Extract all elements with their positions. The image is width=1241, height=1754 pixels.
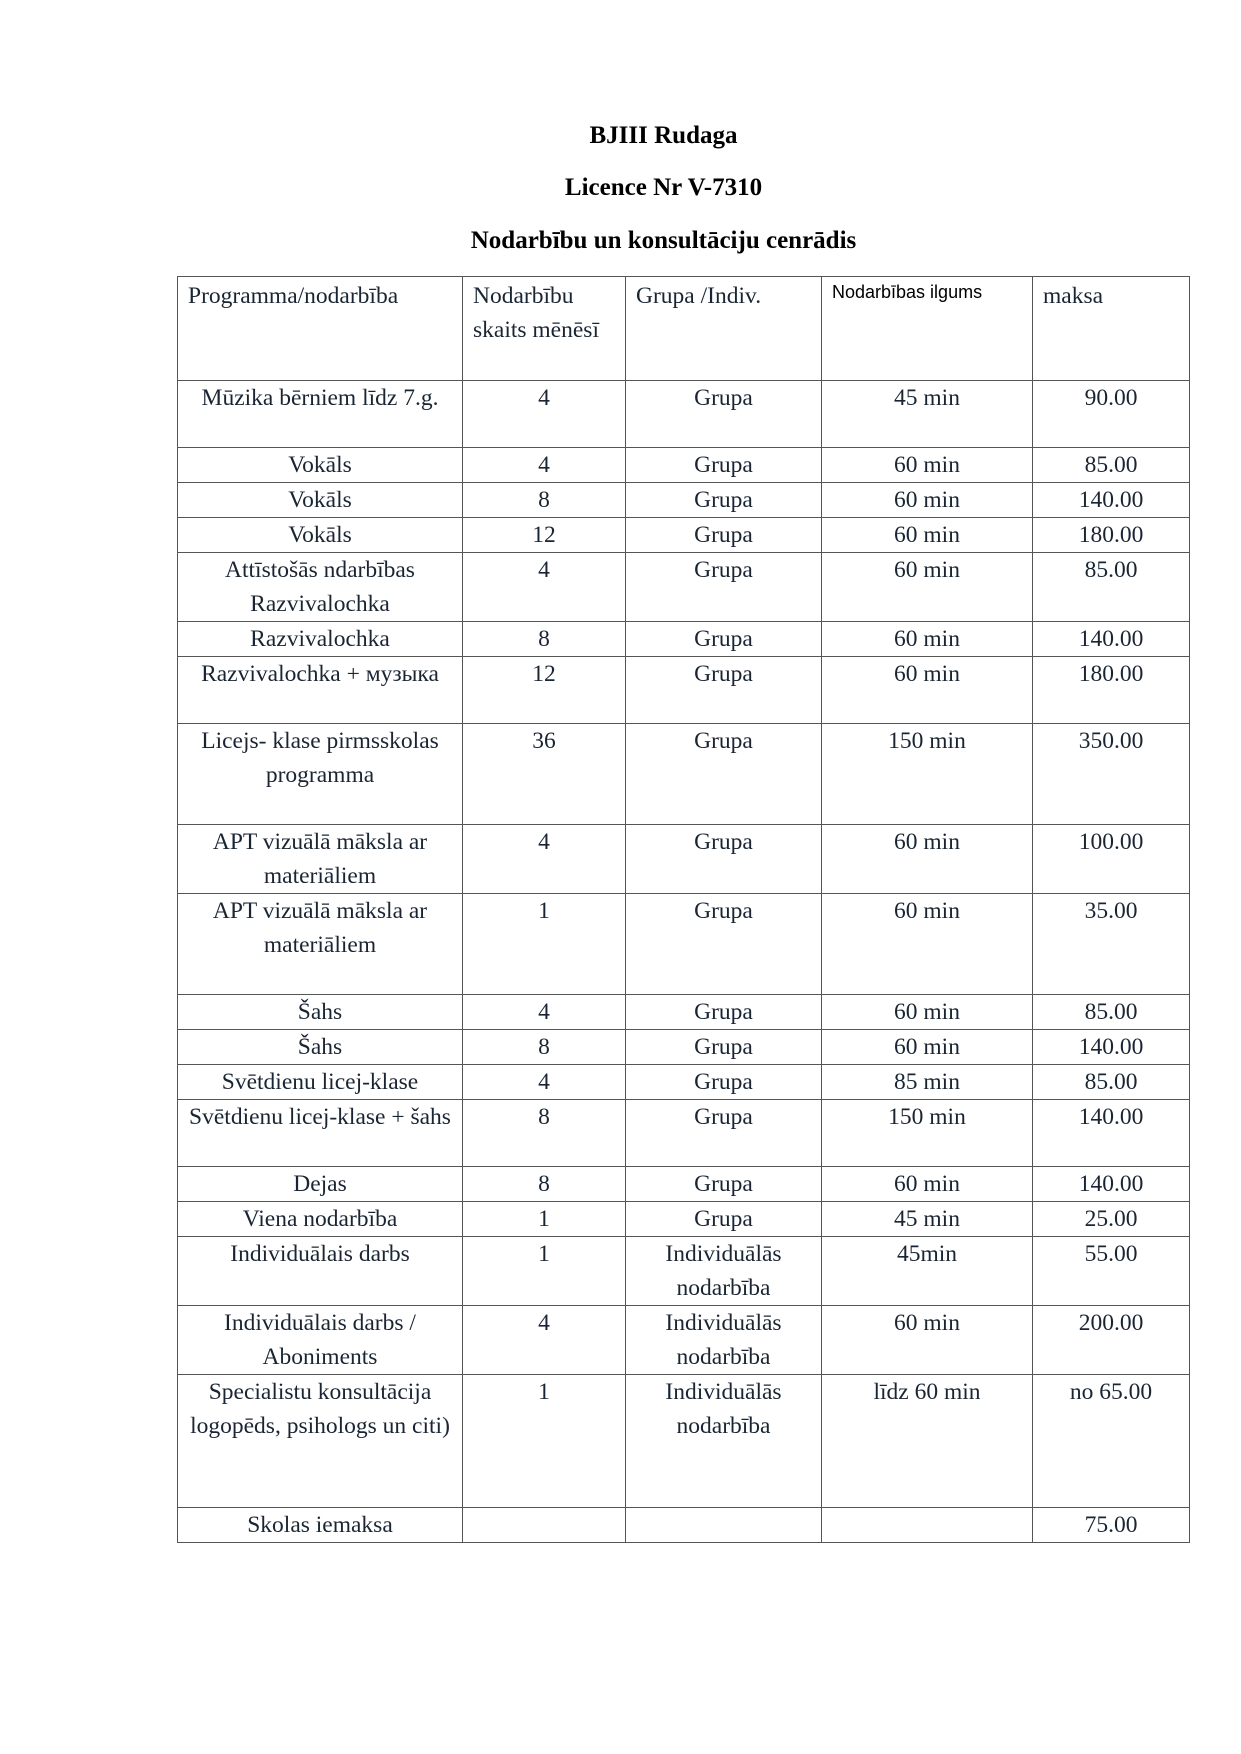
table-row: [178, 1030, 1190, 1065]
cell-duration: 60 min: [822, 448, 1033, 483]
table-row: [178, 553, 1190, 622]
cell-type: Grupa: [626, 1030, 822, 1065]
table-header-row: [178, 277, 1190, 381]
cell-price: 100.00: [1033, 825, 1190, 894]
cell-count: [463, 1508, 626, 1543]
cell-duration: 60 min: [822, 995, 1033, 1030]
cell-duration: 60 min: [822, 518, 1033, 553]
cell-type: Grupa: [626, 1202, 822, 1237]
cell-duration: 60 min: [822, 553, 1033, 622]
cell-program: APT vizuālā māksla ar materiāliem: [178, 894, 463, 995]
cell-count: 8: [463, 483, 626, 518]
cell-count: 4: [463, 448, 626, 483]
cell-duration: 45min: [822, 1237, 1033, 1306]
column-header-price: maksa: [1033, 277, 1190, 381]
cell-count: 4: [463, 553, 626, 622]
cell-program: APT vizuālā māksla ar materiāliem: [178, 825, 463, 894]
cell-program: Dejas: [178, 1167, 463, 1202]
table-row: [178, 518, 1190, 553]
cell-price: 25.00: [1033, 1202, 1190, 1237]
cell-count: 4: [463, 1306, 626, 1375]
cell-duration: 60 min: [822, 1306, 1033, 1375]
table-row: [178, 1306, 1190, 1375]
cell-price: 85.00: [1033, 995, 1190, 1030]
cell-price: 180.00: [1033, 518, 1190, 553]
cell-price: 90.00: [1033, 381, 1190, 448]
cell-type: Grupa: [626, 724, 822, 825]
cell-duration: 60 min: [822, 1167, 1033, 1202]
cell-price: 350.00: [1033, 724, 1190, 825]
cell-count: 8: [463, 622, 626, 657]
cell-program: Svētdienu licej-klase: [178, 1065, 463, 1100]
cell-duration: 60 min: [822, 483, 1033, 518]
cell-count: 12: [463, 657, 626, 724]
cell-count: 4: [463, 995, 626, 1030]
cell-price: 200.00: [1033, 1306, 1190, 1375]
table-row: [178, 995, 1190, 1030]
cell-price: 140.00: [1033, 1167, 1190, 1202]
cell-type: [626, 1508, 822, 1543]
cell-count: 8: [463, 1030, 626, 1065]
cell-duration: 60 min: [822, 1030, 1033, 1065]
cell-type: Grupa: [626, 483, 822, 518]
license-number: Licence Nr V-7310: [564, 174, 763, 201]
cell-program: Šahs: [178, 1030, 463, 1065]
cell-type: Grupa: [626, 381, 822, 448]
cell-program: Svētdienu licej-klase + šahs: [178, 1100, 463, 1167]
cell-program: Razvivalochka + музыка: [178, 657, 463, 724]
cell-price: 140.00: [1033, 483, 1190, 518]
column-header-count: Nodarbību skaits mēnēsī: [463, 277, 626, 381]
cell-program: Attīstošās ndarbības Razvivalochka: [178, 553, 463, 622]
table-row: [178, 894, 1190, 995]
cell-type: Grupa: [626, 622, 822, 657]
price-table: [177, 276, 1190, 1543]
cell-duration: 150 min: [822, 1100, 1033, 1167]
cell-count: 8: [463, 1100, 626, 1167]
table-row: [178, 1375, 1190, 1508]
cell-price: 85.00: [1033, 1065, 1190, 1100]
cell-type: Grupa: [626, 894, 822, 995]
cell-type: Grupa: [626, 657, 822, 724]
page-title: Nodarbību un konsultāciju cenrādis: [470, 227, 857, 254]
table-row: [178, 381, 1190, 448]
cell-count: 1: [463, 1237, 626, 1306]
cell-program: Vokāls: [178, 483, 463, 518]
cell-duration: 60 min: [822, 657, 1033, 724]
cell-type: Grupa: [626, 1167, 822, 1202]
cell-duration: 60 min: [822, 622, 1033, 657]
cell-type: Grupa: [626, 448, 822, 483]
cell-count: 1: [463, 894, 626, 995]
cell-program: Razvivalochka: [178, 622, 463, 657]
table-row: [178, 1167, 1190, 1202]
cell-type: Grupa: [626, 995, 822, 1030]
cell-type: Individuālās nodarbība: [626, 1237, 822, 1306]
cell-count: 1: [463, 1375, 626, 1508]
cell-type: Grupa: [626, 518, 822, 553]
cell-price: 180.00: [1033, 657, 1190, 724]
table-row: [178, 1237, 1190, 1306]
cell-program: Viena nodarbība: [178, 1202, 463, 1237]
cell-price: 85.00: [1033, 553, 1190, 622]
cell-duration: līdz 60 min: [822, 1375, 1033, 1508]
table-row: [178, 1065, 1190, 1100]
table-row: [178, 448, 1190, 483]
cell-price: 75.00: [1033, 1508, 1190, 1543]
cell-program: Individuālais darbs / Aboniments: [178, 1306, 463, 1375]
cell-program: Vokāls: [178, 448, 463, 483]
cell-program: Vokāls: [178, 518, 463, 553]
cell-count: 36: [463, 724, 626, 825]
column-header-duration: Nodarbības ilgums: [822, 277, 1033, 381]
table-row: [178, 622, 1190, 657]
cell-program: Licejs- klase pirmsskolas programma: [178, 724, 463, 825]
cell-price: 85.00: [1033, 448, 1190, 483]
cell-count: 1: [463, 1202, 626, 1237]
cell-duration: 85 min: [822, 1065, 1033, 1100]
cell-duration: 60 min: [822, 894, 1033, 995]
table-row: [178, 483, 1190, 518]
cell-program: Specialistu konsultācija logopēds, psihologs un citi): [178, 1375, 463, 1508]
table-row: [178, 825, 1190, 894]
cell-program: Šahs: [178, 995, 463, 1030]
table-row: [178, 657, 1190, 724]
table-row: [178, 1100, 1190, 1167]
cell-count: 4: [463, 381, 626, 448]
cell-duration: 60 min: [822, 825, 1033, 894]
cell-program: Mūzika bērniem līdz 7.g.: [178, 381, 463, 448]
cell-duration: 45 min: [822, 1202, 1033, 1237]
cell-price: no 65.00: [1033, 1375, 1190, 1508]
cell-count: 4: [463, 1065, 626, 1100]
column-header-type: Grupa /Indiv.: [626, 277, 822, 381]
organization-name: BJIII Rudaga: [589, 122, 738, 149]
cell-program: Individuālais darbs: [178, 1237, 463, 1306]
table-row: [178, 1508, 1190, 1543]
cell-type: Grupa: [626, 1065, 822, 1100]
cell-price: 35.00: [1033, 894, 1190, 995]
column-header-program: Programma/nodarbība: [178, 277, 463, 381]
cell-count: 12: [463, 518, 626, 553]
cell-price: 55.00: [1033, 1237, 1190, 1306]
cell-price: 140.00: [1033, 622, 1190, 657]
cell-duration: [822, 1508, 1033, 1543]
cell-type: Individuālās nodarbība: [626, 1375, 822, 1508]
table-row: [178, 724, 1190, 825]
cell-duration: 150 min: [822, 724, 1033, 825]
cell-type: Grupa: [626, 825, 822, 894]
table-row: [178, 1202, 1190, 1237]
cell-duration: 45 min: [822, 381, 1033, 448]
cell-count: 8: [463, 1167, 626, 1202]
cell-program: Skolas iemaksa: [178, 1508, 463, 1543]
cell-type: Individuālās nodarbība: [626, 1306, 822, 1375]
cell-type: Grupa: [626, 553, 822, 622]
cell-price: 140.00: [1033, 1030, 1190, 1065]
cell-price: 140.00: [1033, 1100, 1190, 1167]
cell-count: 4: [463, 825, 626, 894]
cell-type: Grupa: [626, 1100, 822, 1167]
